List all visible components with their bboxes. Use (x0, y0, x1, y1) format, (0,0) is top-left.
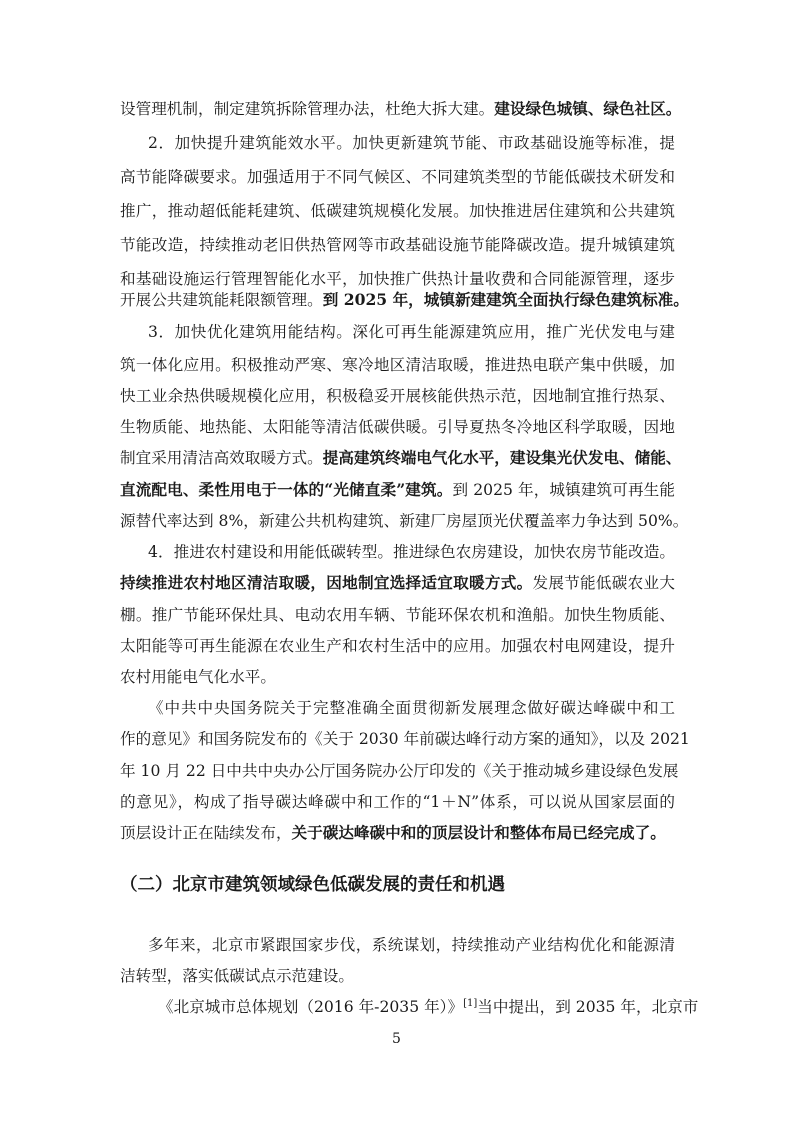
paragraph-line: 3．加快优化建筑用能结构。深化可再生能源建筑应用，推广光伏发电与建 (148, 323, 675, 341)
bold-text-run: 提高建筑终端电气化水平，建设集光伏发电、储能、 (322, 448, 682, 467)
paragraph-line: 源替代率达到 8%，新建公共机构建筑、新建厂房屋顶光伏覆盖率力争达到 50%。 (120, 512, 689, 530)
paragraph-line: 作的意见》和国务院发布的《关于 2030 年前碳达峰行动方案的通知》，以及 2021 (120, 730, 690, 748)
paragraph-line (120, 99, 682, 119)
paragraph-line: 多年来，北京市紧跟国家步伐，系统谋划，持续推动产业结构优化和能源清 (148, 936, 675, 954)
paragraph-line (120, 573, 675, 593)
bold-text-run: 关于碳达峰碳中和的顶层设计和整体布局已经完成了。 (291, 823, 666, 842)
paragraph-line (120, 290, 689, 310)
text-run: 开展公共建筑能耗限额管理。 (120, 291, 323, 309)
paragraph-line: 快工业余热供暖规模化应用，积极稳妥开展核能供热示范，因地制宜推行热泵、 (120, 387, 675, 405)
bold-text-run: 建设绿色城镇、绿色社区。 (494, 99, 682, 118)
paragraph-line: 2．加快提升建筑能效水平。加快更新建筑节能、市政基础设施等标准，提 (148, 134, 675, 152)
text-run: 《北京城市总体规划（2016 年-2035 年）》 (158, 998, 464, 1016)
paragraph-line: 筑一体化应用。积极推动严寒、寒冷地区清洁取暖，推进热电联产集中供暖，加 (120, 356, 675, 374)
text-run: 顶层设计正在陆续发布， (120, 824, 292, 842)
text-run: 发展节能低碳农业大 (532, 574, 675, 592)
paragraph-line (158, 997, 699, 1017)
bold-text-run: 直流配电、柔性用电于一体的“光储直柔”建筑。 (120, 480, 453, 499)
section-heading: （二）北京市建筑领域绿色低碳发展的责任和机遇 (120, 875, 505, 895)
paragraph-line: 农村用能电气化水平。 (120, 668, 276, 686)
paragraph-line: 推广，推动超低能耗建筑、低碳建筑规模化发展。加快推进居住建筑和公共建筑 (120, 202, 675, 220)
paragraph-line: 年 10 月 22 日中共中央办公厅国务院办公厅印发的《关于推动城乡建设绿色发展 (120, 762, 679, 780)
paragraph-line: 《中共中央国务院关于完整准确全面贯彻新发展理念做好碳达峰碳中和工 (148, 699, 675, 717)
paragraph-line (120, 823, 675, 843)
paragraph-line (120, 480, 675, 500)
paragraph-line: 4．推进农村建设和用能低碳转型。推进绿色农房建设，加快农房节能改造。 (148, 543, 675, 561)
bold-text-run: 持续推进农村地区清洁取暖，因地制宜选择适宜取暖方式。 (120, 573, 533, 592)
page-number: 5 (392, 1031, 401, 1047)
paragraph-line: 的意见》，构成了指导碳达峰碳中和工作的“1＋N”体系，可以说从国家层面的 (120, 793, 675, 811)
bold-text-run: 到 2025 年，城镇新建建筑全面执行绿色建筑标准。 (322, 290, 689, 309)
paragraph-line: 和基础设施运行管理智能化水平，加快推广供热计量收费和合同能源管理，逐步 (120, 270, 675, 288)
paragraph-line: 节能改造，持续推动老旧供热管网等市政基础设施节能降碳改造。提升城镇建筑 (120, 236, 675, 254)
paragraph-line: 太阳能等可再生能源在农业生产和农村生活中的应用。加强农村电网建设，提升 (120, 637, 675, 655)
paragraph-line: 棚。推广节能环保灶具、电动农用车辆、节能环保农机和渔船。加快生物质能、 (120, 606, 675, 624)
text-run: 制宜采用清洁高效取暖方式。 (120, 449, 323, 467)
paragraph-line: 洁转型，落实低碳试点示范建设。 (120, 967, 354, 985)
text-run: 当中提出，到 2035 年，北京市 (477, 998, 699, 1016)
citation-reference[interactable]: [1] (463, 997, 478, 1009)
paragraph-line (120, 448, 682, 468)
paragraph-line: 生物质能、地热能、太阳能等清洁低碳供暖。引导夏热冬冷地区科学取暖，因地 (120, 418, 675, 436)
paragraph-line: 高节能降碳要求。加强适用于不同气候区、不同建筑类型的节能低碳技术研发和 (120, 168, 675, 186)
text-run: 到 2025 年，城镇建筑可再生能 (452, 481, 675, 499)
text-run: 设管理机制，制定建筑拆除管理办法，杜绝大拆大建。 (120, 100, 495, 118)
